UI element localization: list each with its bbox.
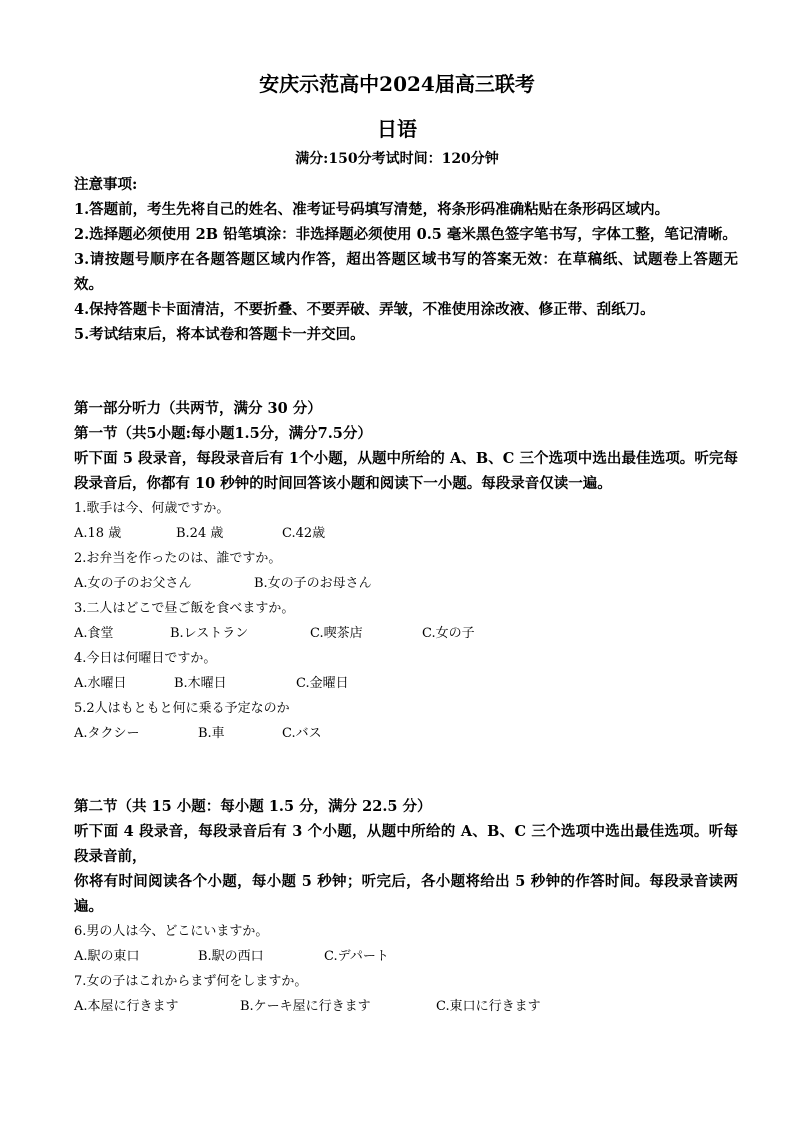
- section2-heading: 第二节（共 15 小题：每小题 1.5 分，满分 22.5 分）: [74, 798, 432, 815]
- section1-instructions: 听下面 5 段录音，每段录音后有 1个小题，从题中所给的 A、B、C 三个选项中选出最佳选项。听完每段录音后，你都有 10 秒钟的时间回答该小题和阅读下一小题。每段录音仅读一遍。: [74, 450, 738, 492]
- option-c: C.バス: [282, 726, 322, 741]
- section2-instructions-2: 你将有时间阅读各个小题，每小题 5 秒钟；听完后，各小题将给出 5 秒钟的作答时间。每段录音读两遍。: [74, 873, 738, 915]
- option-b: B.女の子のお母さん: [254, 576, 372, 591]
- options-3: [74, 621, 738, 646]
- option-b: B.レストラン: [170, 626, 249, 641]
- options-7: [74, 994, 738, 1019]
- option-c: C.東口に行きます: [436, 999, 541, 1014]
- question-1: 1.歌手は今、何歳ですか。: [74, 501, 230, 516]
- notice-item: 1.答题前，考生先将自己的姓名、准考证号码填写清楚，将条形码准确粘贴在条形码区域内。: [74, 201, 670, 218]
- part1-section: [74, 396, 738, 746]
- option-c: C.42歳: [282, 526, 326, 541]
- option-c: C.喫茶店: [310, 626, 363, 641]
- notice-heading: 注意事项:: [74, 176, 138, 193]
- notice-item: 5.考试结束后，将本试卷和答题卡一并交回。: [74, 326, 365, 343]
- option-a: A.水曜日: [74, 676, 127, 691]
- question-6: 6.男の人は今、どこにいますか。: [74, 924, 269, 939]
- option-a: A.タクシー: [74, 726, 140, 741]
- option-b: B.駅の西口: [198, 949, 264, 964]
- option-d: C.女の子: [422, 626, 475, 641]
- option-a: A.本屋に行きます: [74, 999, 179, 1014]
- option-a: A.女の子のお父さん: [74, 576, 192, 591]
- notice-item: 4.保持答题卡卡面清洁，不要折叠、不要弄破、弄皱，不准使用涂改液、修正带、刮纸刀。: [74, 301, 655, 318]
- options-5: [74, 721, 738, 746]
- option-b: B.木曜日: [174, 676, 227, 691]
- section2: [74, 794, 738, 1019]
- option-b: B.ケーキ屋に行きます: [240, 999, 371, 1014]
- question-4: 4.今日は何曜日ですか。: [74, 651, 217, 666]
- section2-instructions-1: 听下面 4 段录音，每段录音后有 3 个小题，从题中所给的 A、B、C 三个选项中选出最佳选项。听每段录音前，: [74, 823, 738, 865]
- question-3: 3.二人はどこで昼ご飯を食べますか。: [74, 601, 295, 616]
- score-time-line: 满分:150分考试时间：120分钟: [295, 151, 499, 167]
- options-4: [74, 671, 738, 696]
- option-b: B.車: [198, 726, 225, 741]
- question-7: 7.女の子はこれからまず何をしますか。: [74, 974, 308, 989]
- exam-title: 安庆示范高中2024届高三联考: [259, 72, 535, 96]
- options-2: [74, 571, 738, 596]
- subject-title: 日语: [377, 117, 417, 141]
- option-c: C.デパート: [324, 949, 389, 964]
- options-1: [74, 521, 738, 546]
- notice-item: 3.请按题号顺序在各题答题区域内作答，超出答题区域书写的答案无效：在草稿纸、试题卷上答题无效。: [74, 251, 738, 293]
- question-2: 2.お弁当を作ったのは、誰ですか。: [74, 551, 282, 566]
- notice-section: [74, 172, 738, 347]
- option-a: A.食堂: [74, 626, 114, 641]
- option-b: B.24 歳: [176, 526, 224, 541]
- notice-item: 2.选择题必须使用 2B 铅笔填涂：非选择题必须使用 0.5 毫米黑色签字笔书写，字体工整，笔记清晰。: [74, 226, 737, 243]
- section1-heading: 第一节（共5小题:每小题1.5分，满分7.5分）: [74, 425, 372, 442]
- option-c: C.金曜日: [296, 676, 349, 691]
- option-a: A.18 歳: [74, 526, 122, 541]
- option-a: A.駅の東口: [74, 949, 140, 964]
- part1-heading: 第一部分听力（共两节，满分 30 分）: [74, 400, 322, 417]
- question-5: 5.2人はもともと何に乗る予定なのか: [74, 701, 290, 716]
- options-6: [74, 944, 738, 969]
